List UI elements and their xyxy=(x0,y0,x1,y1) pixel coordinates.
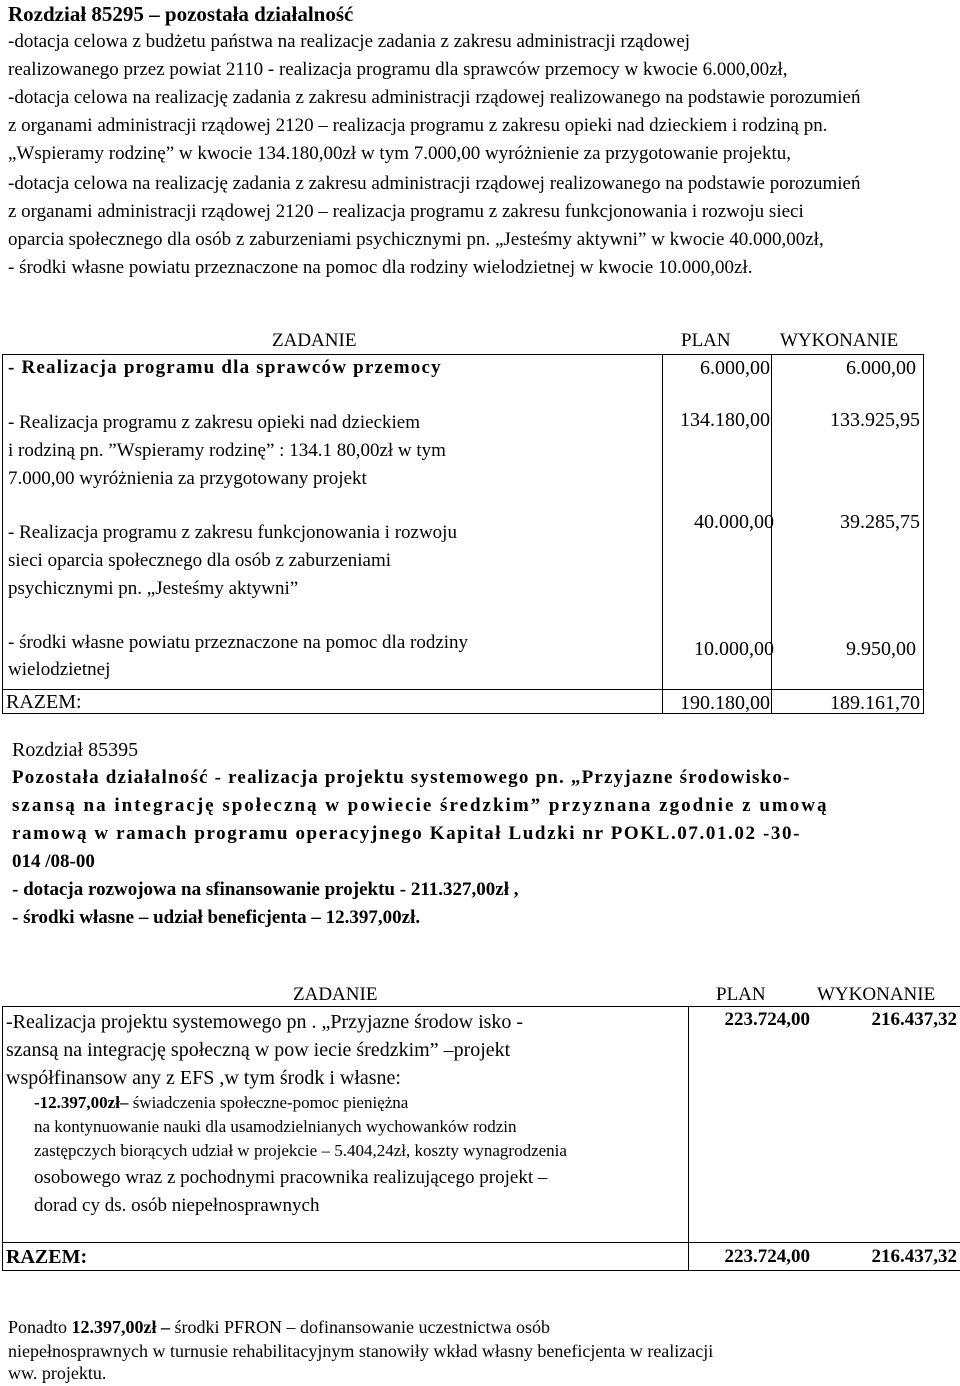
section1-line-5: „Wspieramy rodzinę” w kwocie 134.180,00zł w tym 7.000,00 wyróżnienie za przygotowanie projektu, xyxy=(8,143,791,164)
section2-line-4: 014 /08-00 xyxy=(12,851,95,872)
table2-sub-first: świadczenia społeczne-pomoc pieniężna xyxy=(128,1093,409,1112)
table1-row3-line2: sieci oparcia społecznego dla osób z zaburzeniami xyxy=(8,550,391,571)
table1-row4-line1: - środki własne powiatu przeznaczone na pomoc dla rodziny xyxy=(8,632,469,653)
footer-line1-rest: środki PFRON – dofinansowanie uczestnictwa osób xyxy=(170,1317,550,1337)
section2-line-5: - dotacja rozwojowa na sfinansowanie projektu - 211.327,00zł , xyxy=(12,879,519,900)
section1-heading: Rozdział 85295 – pozostała działalność xyxy=(8,2,354,26)
table1-row1-task: - Realizacja programu dla sprawców przemocy xyxy=(8,357,442,378)
section1-line-6: -dotacja celowa na realizację zadania z zakresu administracji rządowej realizowanego na podstawie porozumień xyxy=(8,173,861,194)
table1-row2-plan: 134.180,00 xyxy=(680,409,770,431)
table1-row1-plan: 6.000,00 xyxy=(700,357,770,379)
footer-line-2: niepełnosprawnych w turnusie rehabilitacyjnym stanowiły wkład własny beneficjenta w realizacji xyxy=(8,1341,714,1361)
section2-line-3: ramową w ramach programu operacyjnego Kapitał Ludzki nr POKL.07.01.02 -30- xyxy=(12,823,802,844)
table1-row4-exec: 9.950,00 xyxy=(846,638,916,660)
table1-row2-line2: i rodziną pn. ”Wspieramy rodzinę” : 134.1 80,00zł w tym xyxy=(8,440,446,461)
table2-rule-top xyxy=(2,1006,960,1007)
table1-row3-line1: - Realizacja programu z zakresu funkcjonowania i rozwoju xyxy=(8,522,457,543)
footer-line-3: ww. projektu. xyxy=(8,1363,107,1383)
table2-rule-total xyxy=(2,1242,960,1243)
section1-line-3: -dotacja celowa na realizację zadania z zakresu administracji rządowej realizowanego na podstawie porozumień xyxy=(8,87,861,108)
section2-line-1: Pozostała działalność - realizacja projektu systemowego pn. „Przyjazne środowisko- xyxy=(12,767,791,788)
table2-header-exec: WYKONANIE xyxy=(817,984,936,1005)
table2-row-exec: 216.437,32 xyxy=(871,1009,957,1030)
table1-row2-line3: 7.000,00 wyróżnienia za przygotowany projekt xyxy=(8,468,367,489)
table1-row3-plan: 40.000,00 xyxy=(694,511,774,533)
table2-sub-line2: na kontynuowanie nauki dla usamodzielnianych wychowanków rodzin xyxy=(34,1117,517,1136)
footer-amount: 12.397,00zł – xyxy=(71,1317,171,1337)
footer-prefix: Ponadto xyxy=(8,1317,72,1337)
table2-header-plan: PLAN xyxy=(716,984,766,1005)
section1-line-9: - środki własne powiatu przeznaczone na pomoc dla rodziny wielodzietnej w kwocie 10.000,00zł. xyxy=(8,257,753,278)
table2-col-divider-1 xyxy=(688,1006,689,1270)
section2-heading: Rozdział 85395 xyxy=(12,739,139,761)
table1-header-exec: WYKONANIE xyxy=(780,330,899,351)
table2-header-task: ZADANIE xyxy=(293,984,378,1005)
section1-line-7: z organami administracji rządowej 2120 – realizacja programu z zakresu funkcjonowania i rozwoju sieci xyxy=(8,201,804,222)
table1-header-task: ZADANIE xyxy=(272,330,357,351)
section1-line-2: realizowanego przez powiat 2110 - realizacja programu dla sprawców przemocy w kwocie 6.000,00zł, xyxy=(8,59,788,80)
section2-line-6: - środki własne – udział beneficjenta – 12.397,00zł. xyxy=(12,907,421,928)
table2-sub-line3: zastępczych biorących udział w projekcie – 5.404,24zł, koszty wynagrodzenia xyxy=(34,1141,567,1160)
table1-row3-exec: 39.285,75 xyxy=(840,511,920,533)
table2-sub-line1 xyxy=(34,1090,408,1116)
table2-row-plan: 223.724,00 xyxy=(724,1009,810,1030)
table1-row1-exec: 6.000,00 xyxy=(846,357,916,379)
table1-border-left xyxy=(2,354,3,714)
table2-row-line3: współfinansow any z EFS ,w tym środk i własne: xyxy=(6,1067,401,1089)
footer-line-1 xyxy=(8,1314,550,1340)
table1-row4-line2: wielodzietnej xyxy=(8,659,111,680)
table1-border-right xyxy=(923,354,924,714)
table1-row3-line3: psychicznymi pn. „Jesteśmy aktywni” xyxy=(8,578,299,599)
table1-row2-line1: - Realizacja programu z zakresu opieki nad dzieckiem xyxy=(8,412,420,433)
table2-sub-amount: -12.397,00zł– xyxy=(34,1093,129,1112)
table1-row4-plan: 10.000,00 xyxy=(694,638,774,660)
table1-col-divider-1 xyxy=(662,354,663,714)
table1-row2-exec: 133.925,95 xyxy=(830,409,920,431)
table1-rule-total xyxy=(2,689,924,690)
table2-sub-line5: dorad cy ds. osób niepełnosprawnych xyxy=(34,1195,320,1216)
section2-line-2: szansą na integrację społeczną w powiecie średzkim” przyznana zgodnie z umową xyxy=(12,795,829,816)
table2-total-exec: 216.437,32 xyxy=(871,1246,957,1267)
section1-line-1: -dotacja celowa z budżetu państwa na realizacje zadania z zakresu administracji rządowej xyxy=(8,31,691,52)
table2-border-left xyxy=(2,1006,3,1270)
section1-line-4: z organami administracji rządowej 2120 – realizacja programu z zakresu opieki nad dzieckiem i rodziną pn. xyxy=(8,115,828,136)
table2-row-line2: szansą na integrację społeczną w pow iecie średzkim” –projekt xyxy=(6,1039,511,1061)
table1-total-label: RAZEM: xyxy=(6,691,82,713)
table2-rule-bottom xyxy=(2,1270,960,1271)
table2-sub-line4: osobowego wraz z pochodnymi pracownika realizującego projekt – xyxy=(34,1167,548,1188)
table1-header-plan: PLAN xyxy=(681,330,731,351)
table1-rule-bottom xyxy=(2,713,924,714)
table1-total-plan: 190.180,00 xyxy=(680,692,770,714)
table2-total-plan: 223.724,00 xyxy=(724,1246,810,1267)
table2-row-line1: -Realizacja projektu systemowego pn . „Przyjazne środow isko - xyxy=(6,1011,524,1033)
table1-total-exec: 189.161,70 xyxy=(830,692,920,714)
section1-line-8: oparcia społecznego dla osób z zaburzeniami psychicznymi pn. „Jesteśmy aktywni” w kwocie 40.000,00zł, xyxy=(8,229,824,250)
table2-total-label: RAZEM: xyxy=(6,1246,88,1268)
